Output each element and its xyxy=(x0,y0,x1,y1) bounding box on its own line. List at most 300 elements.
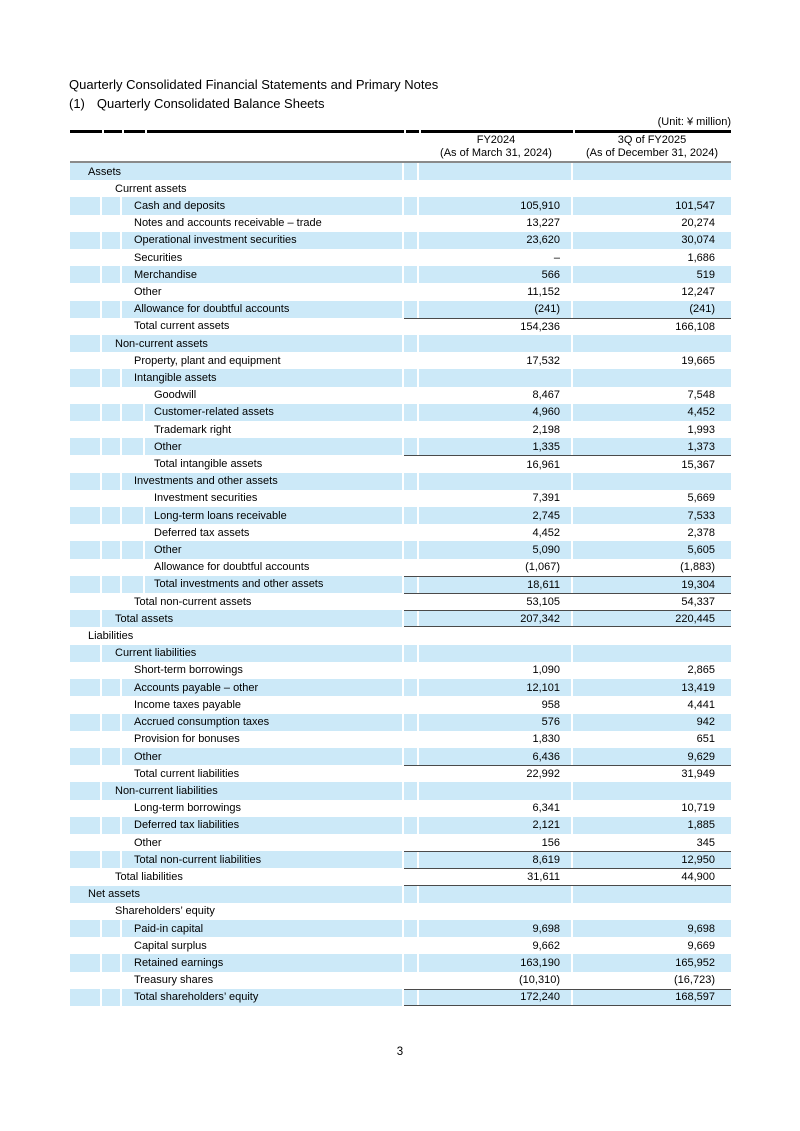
spacer-cell xyxy=(404,369,419,386)
indent-cell xyxy=(70,834,102,851)
value-3q-fy2025: 44,900 xyxy=(681,870,715,883)
spacer-cell xyxy=(404,696,419,713)
table-row xyxy=(70,559,731,576)
spacer-cell xyxy=(404,748,419,765)
row-label: Paid-in capital xyxy=(122,920,404,937)
row-label: Total current assets xyxy=(122,318,404,335)
row-values xyxy=(404,817,731,834)
value-fy2024 xyxy=(419,335,573,352)
spacer-cell xyxy=(404,782,419,799)
value-3q-fy2025 xyxy=(573,369,731,386)
indent-cell xyxy=(122,421,145,438)
indent-cell xyxy=(70,473,102,490)
value-fy2024: 11,152 xyxy=(419,283,573,300)
value-fy2024: 17,532 xyxy=(419,352,573,369)
row-values xyxy=(404,438,731,455)
row-values xyxy=(404,989,731,1006)
indent-cell xyxy=(102,937,122,954)
indent-cell xyxy=(70,817,102,834)
row-values xyxy=(404,920,731,937)
value-3q-fy2025: 7,548 xyxy=(687,389,715,402)
value-3q-fy2025: 31,949 xyxy=(681,768,715,781)
row-values xyxy=(404,800,731,817)
spacer-cell xyxy=(404,421,419,438)
indent-cell xyxy=(70,851,102,868)
row-values xyxy=(404,404,731,421)
value-fy2024 xyxy=(419,369,573,386)
row-values xyxy=(404,490,731,507)
indent-cell xyxy=(122,559,145,576)
indent-cell xyxy=(102,197,122,214)
row-values xyxy=(404,559,731,576)
row-values xyxy=(404,576,731,593)
row-label: Notes and accounts receivable – trade xyxy=(122,215,404,232)
spacer-cell xyxy=(404,319,419,335)
table-row xyxy=(70,318,731,335)
value-fy2024 xyxy=(419,782,573,799)
row-values xyxy=(404,369,731,386)
value-fy2024: 9,698 xyxy=(419,920,573,937)
indent-cell xyxy=(102,593,122,610)
indent-cell xyxy=(70,524,102,541)
value-fy2024: 105,910 xyxy=(419,197,573,214)
table-row xyxy=(70,696,731,713)
value-fy2024: – xyxy=(419,249,573,266)
indent-cell xyxy=(102,232,122,249)
row-label: Total investments and other assets xyxy=(145,576,404,593)
row-label: Current liabilities xyxy=(102,645,404,662)
table-row xyxy=(70,886,731,903)
spacer-cell xyxy=(404,852,419,868)
value-fy2024: (241) xyxy=(419,301,573,318)
value-3q-fy2025 xyxy=(573,335,731,352)
table-row xyxy=(70,627,731,644)
table-row xyxy=(70,421,731,438)
row-values xyxy=(404,903,731,920)
row-values xyxy=(404,232,731,249)
spacer-cell xyxy=(404,352,419,369)
column-header-3q-fy2025-label: 3Q of FY2025 xyxy=(617,134,687,146)
row-label: Income taxes payable xyxy=(122,696,404,713)
indent-cell xyxy=(70,765,102,782)
row-label: Deferred tax liabilities xyxy=(122,817,404,834)
indent-cell xyxy=(102,318,122,335)
indent-cell xyxy=(70,989,102,1006)
indent-cell xyxy=(70,421,102,438)
spacer-cell xyxy=(404,524,419,541)
row-values xyxy=(404,421,731,438)
column-header-3q-fy2025 xyxy=(573,134,731,160)
value-3q-fy2025: 13,419 xyxy=(681,681,715,694)
row-label: Cash and deposits xyxy=(122,197,404,214)
indent-cell xyxy=(70,559,102,576)
indent-cell xyxy=(102,834,122,851)
row-label: Allowance for doubtful accounts xyxy=(145,559,404,576)
value-fy2024 xyxy=(419,645,573,662)
indent-cell xyxy=(102,731,122,748)
row-label: Deferred tax assets xyxy=(145,524,404,541)
indent-cell xyxy=(102,748,122,765)
table-row xyxy=(70,369,731,386)
indent-cell xyxy=(102,989,122,1006)
table-row xyxy=(70,920,731,937)
value-3q-fy2025: (1,883) xyxy=(680,561,715,574)
table-row xyxy=(70,438,731,455)
spacer-cell xyxy=(404,301,419,318)
spacer-cell xyxy=(404,283,419,300)
row-values xyxy=(404,473,731,490)
row-values xyxy=(404,679,731,696)
value-3q-fy2025: 168,597 xyxy=(675,991,715,1004)
row-values xyxy=(404,266,731,283)
table-row xyxy=(70,215,731,232)
row-label: Total non-current assets xyxy=(122,593,404,610)
row-values xyxy=(404,886,731,903)
spacer-cell xyxy=(404,541,419,558)
indent-cell xyxy=(70,318,102,335)
row-label: Other xyxy=(122,283,404,300)
value-3q-fy2025: 1,885 xyxy=(687,819,715,832)
row-label: Goodwill xyxy=(145,387,404,404)
table-row xyxy=(70,765,731,782)
row-label: Total liabilities xyxy=(102,868,404,885)
row-label: Other xyxy=(122,748,404,765)
table-row xyxy=(70,834,731,851)
row-label: Other xyxy=(145,438,404,455)
row-label: Short-term borrowings xyxy=(122,662,404,679)
value-fy2024: (10,310) xyxy=(419,972,573,989)
column-header-fy2024 xyxy=(419,134,573,160)
indent-cell xyxy=(102,215,122,232)
indent-cell xyxy=(70,576,102,593)
value-3q-fy2025: 9,698 xyxy=(687,922,715,935)
value-3q-fy2025: (241) xyxy=(689,303,715,316)
row-values xyxy=(404,834,731,851)
spacer-cell xyxy=(404,404,419,421)
value-3q-fy2025: 2,378 xyxy=(687,526,715,539)
indent-cell xyxy=(102,283,122,300)
spacer-cell xyxy=(404,266,419,283)
row-values xyxy=(404,937,731,954)
value-3q-fy2025: 345 xyxy=(696,836,715,849)
indent-cell xyxy=(102,249,122,266)
value-fy2024: 2,745 xyxy=(419,507,573,524)
value-3q-fy2025: 165,952 xyxy=(675,956,715,969)
indent-cell xyxy=(70,197,102,214)
row-values xyxy=(404,954,731,971)
value-3q-fy2025: 1,686 xyxy=(687,251,715,264)
row-label: Operational investment securities xyxy=(122,232,404,249)
row-label: Total shareholders’ equity xyxy=(122,989,404,1006)
spacer-cell xyxy=(404,577,419,593)
row-label: Long-term loans receivable xyxy=(145,507,404,524)
value-3q-fy2025 xyxy=(573,645,731,662)
table-row xyxy=(70,868,731,885)
indent-cell xyxy=(122,541,145,558)
balance-sheet-table xyxy=(70,163,731,1006)
indent-cell xyxy=(102,490,122,507)
table-row xyxy=(70,249,731,266)
value-fy2024 xyxy=(419,627,573,644)
value-3q-fy2025: 12,950 xyxy=(681,854,715,867)
section-heading xyxy=(69,96,325,111)
spacer-cell xyxy=(404,937,419,954)
value-3q-fy2025: 1,993 xyxy=(687,423,715,436)
indent-cell xyxy=(122,507,145,524)
header-rule-thick xyxy=(70,130,731,133)
value-fy2024: 6,341 xyxy=(419,800,573,817)
indent-cell xyxy=(102,404,122,421)
value-3q-fy2025: 12,247 xyxy=(681,286,715,299)
indent-cell xyxy=(102,679,122,696)
table-row xyxy=(70,800,731,817)
value-fy2024: 958 xyxy=(419,696,573,713)
row-label: Retained earnings xyxy=(122,954,404,971)
spacer-cell xyxy=(404,232,419,249)
row-values xyxy=(404,696,731,713)
column-header-fy2024-sublabel: (As of March 31, 2024) xyxy=(440,147,552,159)
spacer-cell xyxy=(404,215,419,232)
table-row xyxy=(70,903,731,920)
value-fy2024: 1,090 xyxy=(419,662,573,679)
value-3q-fy2025: 651 xyxy=(696,733,715,746)
indent-cell xyxy=(70,937,102,954)
indent-cell xyxy=(70,232,102,249)
value-3q-fy2025: 9,669 xyxy=(687,939,715,952)
value-fy2024: 6,436 xyxy=(419,748,573,765)
row-values xyxy=(404,524,731,541)
row-label: Assets xyxy=(70,163,404,180)
spacer-cell xyxy=(404,594,419,610)
value-3q-fy2025 xyxy=(573,180,731,197)
value-3q-fy2025: 1,373 xyxy=(687,440,715,453)
table-row xyxy=(70,473,731,490)
table-row xyxy=(70,748,731,765)
value-fy2024 xyxy=(419,180,573,197)
table-row xyxy=(70,645,731,662)
indent-cell xyxy=(102,369,122,386)
value-fy2024: 1,830 xyxy=(419,731,573,748)
value-3q-fy2025: 15,367 xyxy=(681,458,715,471)
unit-note: (Unit: ¥ million) xyxy=(657,116,731,128)
spacer-cell xyxy=(404,886,419,903)
table-row xyxy=(70,610,731,627)
indent-cell xyxy=(70,335,102,352)
row-label: Investment securities xyxy=(145,490,404,507)
row-label: Current assets xyxy=(102,180,404,197)
value-fy2024 xyxy=(419,473,573,490)
row-label: Non-current liabilities xyxy=(102,782,404,799)
value-fy2024: 8,619 xyxy=(419,852,573,868)
row-label: Intangible assets xyxy=(122,369,404,386)
indent-cell xyxy=(70,714,102,731)
row-values xyxy=(404,662,731,679)
row-values xyxy=(404,283,731,300)
indent-cell xyxy=(70,800,102,817)
value-fy2024: 31,611 xyxy=(419,869,573,884)
value-fy2024: 1,335 xyxy=(419,438,573,455)
spacer-cell xyxy=(404,869,419,884)
table-row xyxy=(70,266,731,283)
row-label: Total non-current liabilities xyxy=(122,851,404,868)
spacer-cell xyxy=(404,714,419,731)
indent-cell xyxy=(102,266,122,283)
value-fy2024 xyxy=(419,163,573,180)
value-3q-fy2025: 220,445 xyxy=(675,612,715,625)
spacer-cell xyxy=(404,731,419,748)
indent-cell xyxy=(122,404,145,421)
indent-cell xyxy=(102,817,122,834)
indent-cell xyxy=(122,524,145,541)
table-row xyxy=(70,731,731,748)
indent-cell xyxy=(102,800,122,817)
indent-cell xyxy=(70,662,102,679)
row-label: Liabilities xyxy=(70,627,404,644)
row-values xyxy=(404,714,731,731)
section-number: (1) xyxy=(69,96,85,111)
spacer-cell xyxy=(404,834,419,851)
row-label: Other xyxy=(145,541,404,558)
spacer-cell xyxy=(404,335,419,352)
row-values xyxy=(404,851,731,868)
row-values xyxy=(404,541,731,558)
row-label: Total assets xyxy=(102,610,404,627)
value-3q-fy2025: 7,533 xyxy=(687,509,715,522)
value-3q-fy2025 xyxy=(573,163,731,180)
value-3q-fy2025: 9,629 xyxy=(687,750,715,763)
indent-cell xyxy=(102,541,122,558)
row-label: Capital surplus xyxy=(122,937,404,954)
row-values xyxy=(404,215,731,232)
indent-cell xyxy=(102,352,122,369)
indent-cell xyxy=(70,301,102,318)
value-3q-fy2025: 30,074 xyxy=(681,234,715,247)
indent-cell xyxy=(70,369,102,386)
value-3q-fy2025 xyxy=(573,473,731,490)
value-fy2024 xyxy=(419,886,573,903)
indent-cell xyxy=(122,438,145,455)
row-values xyxy=(404,972,731,989)
table-row xyxy=(70,163,731,180)
value-3q-fy2025: 4,441 xyxy=(687,698,715,711)
row-values xyxy=(404,765,731,782)
value-3q-fy2025: (16,723) xyxy=(674,974,715,987)
value-fy2024: 53,105 xyxy=(419,594,573,610)
spacer-cell xyxy=(404,679,419,696)
indent-cell xyxy=(70,249,102,266)
table-row xyxy=(70,954,731,971)
value-fy2024: 566 xyxy=(419,266,573,283)
value-fy2024: 154,236 xyxy=(419,319,573,335)
spacer-cell xyxy=(404,490,419,507)
value-fy2024: 7,391 xyxy=(419,490,573,507)
spacer-cell xyxy=(404,197,419,214)
value-fy2024: 2,121 xyxy=(419,817,573,834)
spacer-cell xyxy=(404,920,419,937)
spacer-cell xyxy=(404,559,419,576)
row-label: Total current liabilities xyxy=(122,765,404,782)
spacer-cell xyxy=(404,456,419,472)
value-3q-fy2025: 10,719 xyxy=(681,802,715,815)
table-row xyxy=(70,989,731,1006)
indent-cell xyxy=(102,455,122,472)
spacer-cell xyxy=(404,249,419,266)
indent-cell xyxy=(70,696,102,713)
value-fy2024: 12,101 xyxy=(419,679,573,696)
spacer-cell xyxy=(404,163,419,180)
spacer-cell xyxy=(404,438,419,455)
spacer-cell xyxy=(404,766,419,782)
indent-cell xyxy=(102,438,122,455)
indent-cell xyxy=(70,455,102,472)
indent-cell xyxy=(102,662,122,679)
indent-cell xyxy=(122,490,145,507)
value-3q-fy2025 xyxy=(573,903,731,920)
spacer-cell xyxy=(404,611,419,626)
indent-cell xyxy=(102,559,122,576)
row-label: Trademark right xyxy=(145,421,404,438)
indent-cell xyxy=(102,972,122,989)
indent-cell xyxy=(70,920,102,937)
row-label: Total intangible assets xyxy=(145,455,404,472)
row-values xyxy=(404,352,731,369)
value-3q-fy2025: 5,605 xyxy=(687,544,715,557)
spacer-cell xyxy=(404,387,419,404)
value-fy2024: 5,090 xyxy=(419,541,573,558)
page-number: 3 xyxy=(396,1046,404,1058)
indent-cell xyxy=(70,868,102,885)
value-3q-fy2025: 101,547 xyxy=(675,200,715,212)
value-fy2024 xyxy=(419,903,573,920)
indent-cell xyxy=(102,920,122,937)
table-row xyxy=(70,782,731,799)
table-row xyxy=(70,180,731,197)
indent-cell xyxy=(70,731,102,748)
value-fy2024: 172,240 xyxy=(419,990,573,1005)
table-row xyxy=(70,662,731,679)
indent-cell xyxy=(102,421,122,438)
table-row xyxy=(70,593,731,610)
table-row xyxy=(70,404,731,421)
indent-cell xyxy=(70,180,102,197)
value-fy2024: (1,067) xyxy=(419,559,573,576)
column-header-3q-fy2025-sublabel: (As of December 31, 2024) xyxy=(585,147,719,159)
value-fy2024: 23,620 xyxy=(419,232,573,249)
row-label: Accrued consumption taxes xyxy=(122,714,404,731)
indent-cell xyxy=(70,283,102,300)
row-values xyxy=(404,507,731,524)
value-3q-fy2025: 20,274 xyxy=(681,217,715,230)
row-label: Investments and other assets xyxy=(122,473,404,490)
value-fy2024: 4,452 xyxy=(419,524,573,541)
indent-cell xyxy=(70,507,102,524)
indent-cell xyxy=(70,387,102,404)
spacer-cell xyxy=(404,627,419,644)
indent-cell xyxy=(70,541,102,558)
spacer-cell xyxy=(404,954,419,971)
spacer-cell xyxy=(404,817,419,834)
spacer-cell xyxy=(404,972,419,989)
indent-cell xyxy=(102,714,122,731)
spacer-cell xyxy=(404,180,419,197)
value-3q-fy2025: 166,108 xyxy=(675,320,715,333)
row-label: Shareholders’ equity xyxy=(102,903,404,920)
table-row xyxy=(70,937,731,954)
row-label: Merchandise xyxy=(122,266,404,283)
value-3q-fy2025 xyxy=(573,627,731,644)
row-values xyxy=(404,455,731,472)
indent-cell xyxy=(70,954,102,971)
